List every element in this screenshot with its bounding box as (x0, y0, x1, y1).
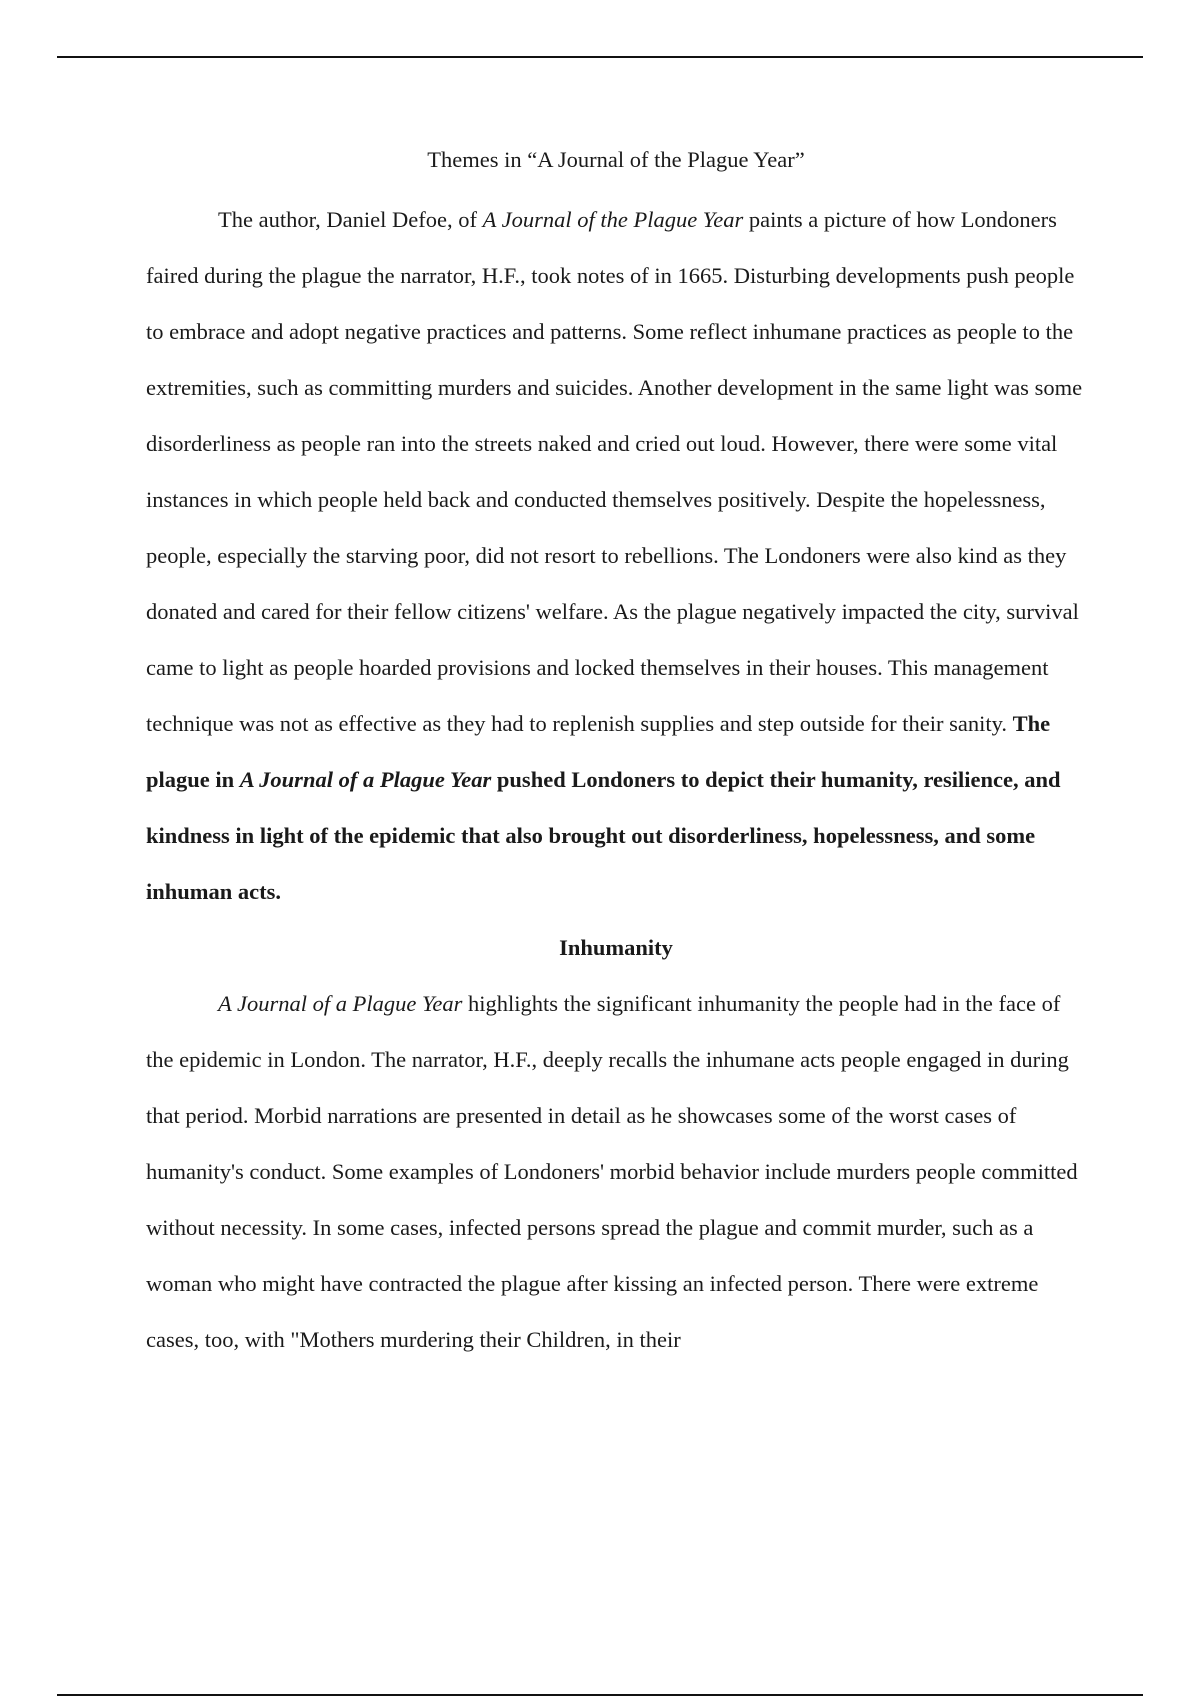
intro-text-2: paints a picture of how Londoners faired during the plague the narrator, H.F., took notes of in 1665. Disturbing developments push people to embrace and adopt negative practices and patterns. Some reflect inhumane practices as people to the extremities, such as committing murders and suicides. Another development in the same light was some disorderliness as people ran into the streets naked and cried out loud. However, there were some vital instances in which people held back and conducted themselves positively. Despite the hopelessness, people, especially the starving poor, did not resort to rebellions. The Londoners were also kind as they donated and cared for their fellow citizens' welfare. As the plague negatively impacted the city, survival came to light as people hoarded provisions and locked themselves in their houses. This management technique was not as effective as they had to replenish supplies and step outside for their sanity. (146, 207, 1083, 736)
thesis-book-title: A Journal of a Plague Year (239, 767, 492, 792)
document-body (146, 140, 1086, 1368)
document-title: Themes in “A Journal of the Plague Year” (427, 147, 805, 172)
section-heading-inhumanity: Inhumanity (559, 935, 673, 960)
intro-text-1: The author, Daniel Defoe, of (218, 207, 483, 232)
intro-paragraph (146, 192, 1086, 920)
bottom-rule (57, 1694, 1143, 1696)
thesis-statement (146, 711, 1061, 904)
top-rule (57, 56, 1143, 58)
thesis-text-2: pushed Londoners to depict their humanity, resilience, and kindness in light of the epidemic that also brought out disorderliness, hopelessness, and some inhuman acts. (146, 767, 1061, 904)
inhumanity-book-title: A Journal of a Plague Year (218, 991, 463, 1016)
thesis-text-1: The plague in (146, 711, 1051, 792)
inhumanity-paragraph (146, 976, 1086, 1368)
inhumanity-text: highlights the significant inhumanity the people had in the face of the epidemic in London. The narrator, H.F., deeply recalls the inhumane acts people engaged in during that period. Morbid narrations are presented in detail as he showcases some of the worst cases of humanity's conduct. Some examples of Londoners' morbid behavior include murders people committed without necessity. In some cases, infected persons spread the plague and commit murder, such as a woman who might have contracted the plague after kissing an infected person. There were extreme cases, too, with "Mothers murdering their Children, in their (146, 991, 1078, 1352)
intro-book-title: A Journal of the Plague Year (482, 207, 744, 232)
